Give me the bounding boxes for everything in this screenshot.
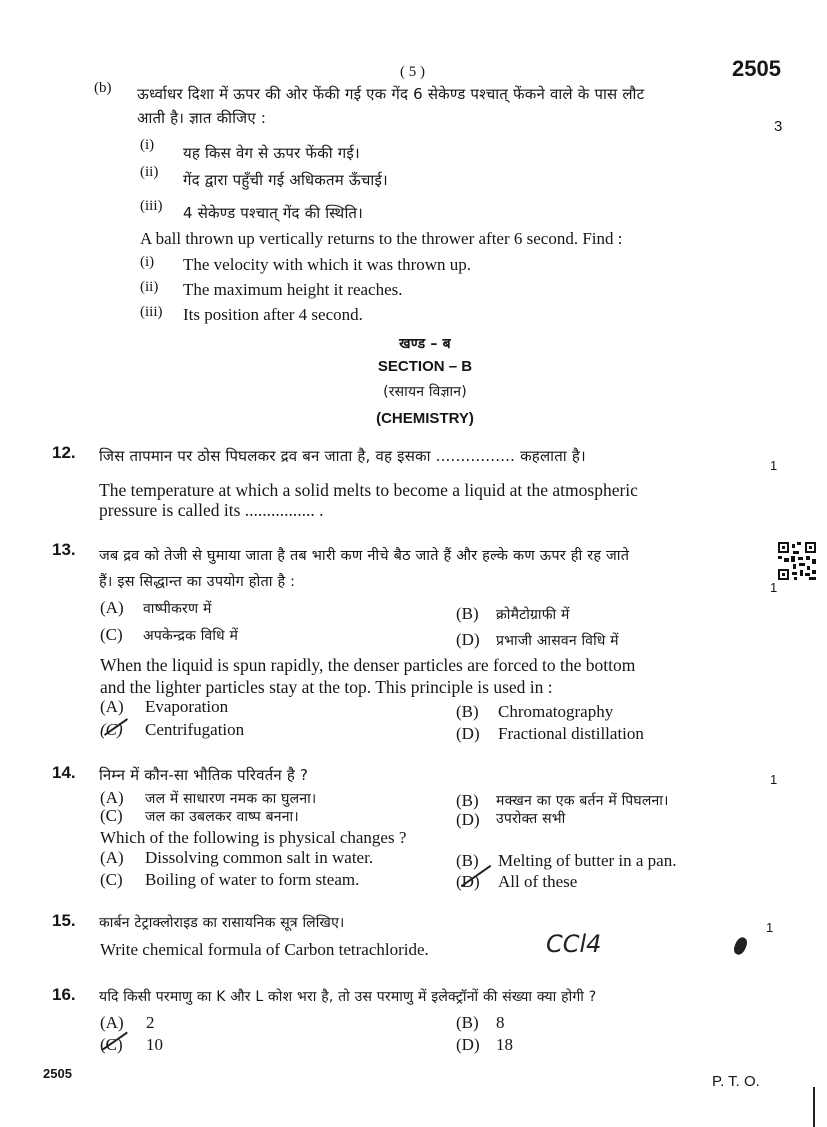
section-english-heading: SECTION – B <box>377 358 473 375</box>
paper-code-header: 2505 <box>732 56 781 81</box>
q13-en-option-text: Centrifugation <box>145 720 245 739</box>
q14-en-option-label: (A) <box>100 848 124 867</box>
q13-en-option-label: (D) <box>456 724 480 743</box>
q13-hi-option-text: क्रोमैटोग्राफी में <box>496 607 570 623</box>
section-hindi-heading: खण्ड – ब <box>399 336 451 352</box>
part-b-label: (b) <box>94 80 112 96</box>
q14-hi-option-text: मक्खन का एक बर्तन में पिघलना। <box>496 793 669 809</box>
q11b-hindi-line1: ऊर्ध्वाधर दिशा में ऊपर की ओर फेंकी गई एक गेंद 6 सेकेण्ड पश्चात् फेंकने वाले के पास लौट <box>137 85 645 103</box>
question-number: 15. <box>52 911 76 930</box>
question-number: 13. <box>52 540 76 559</box>
q11b-en-part-label: (iii) <box>140 304 163 320</box>
q12-hindi: जिस तापमान पर ठोस पिघलकर द्रव बन जाता है, वह इसका ................ कहलाता है। <box>99 447 586 465</box>
q11b-hi-part-label: (iii) <box>140 198 163 214</box>
section-english-subject: (CHEMISTRY) <box>376 410 474 427</box>
q13-hi-option-text: वाष्पीकरण में <box>143 601 212 617</box>
q11b-en-part-label: (ii) <box>140 279 159 295</box>
q12-english-line1: The temperature at which a solid melts to become a liquid at the atmospheric <box>99 480 638 500</box>
q11b-hi-part-text: 4 सेकेण्ड पश्चात् गेंद की स्थिति। <box>183 204 363 222</box>
q13-en-option-text: Evaporation <box>145 697 229 716</box>
page-number: ( 5 ) <box>400 64 425 80</box>
q16-option-text: 2 <box>146 1013 155 1032</box>
q14-en-option-label: (D) <box>456 872 480 891</box>
q14-hindi: निम्न में कौन-सा भौतिक परिवर्तन है ? <box>99 766 309 784</box>
q14-hi-option-text: जल का उबलकर वाष्प बनना। <box>145 809 299 825</box>
q16-option-label: (C) <box>100 1035 123 1054</box>
q16-option-text: 10 <box>146 1035 163 1054</box>
q16-hindi: यदि किसी परमाणु का K और L कोश भरा है, तो उस परमाणु में इलेक्ट्रॉनों की संख्या क्या होगी ? <box>99 989 597 1005</box>
q14-hi-option-label: (D) <box>456 810 480 829</box>
q13-en-option-label: (C) <box>100 720 123 739</box>
q14-en-option-label: (B) <box>456 851 479 870</box>
question-number: 16. <box>52 985 76 1004</box>
q11b-hi-part-label: (ii) <box>140 164 159 180</box>
q11b-hindi-line2: आती है। ज्ञात कीजिए : <box>137 109 267 127</box>
question-number: 14. <box>52 763 76 782</box>
q16-option-label: (B) <box>456 1013 479 1032</box>
q13-english-line1: When the liquid is spun rapidly, the denser particles are forced to the bottom <box>100 655 636 675</box>
q13-marks: 1 <box>770 580 778 595</box>
handwritten-answer: CCl4 <box>546 930 602 958</box>
q15-marks: 1 <box>766 920 774 935</box>
q11b-en-part-label: (i) <box>140 254 155 270</box>
q14-en-option-text: Boiling of water to form steam. <box>145 870 360 889</box>
page-edge-line <box>813 1087 815 1127</box>
q13-hi-option-label: (B) <box>456 604 479 623</box>
section-hindi-subject: (रसायन विज्ञान) <box>383 384 467 400</box>
q11b-english-text: A ball thrown up vertically returns to the thrower after 6 second. Find : <box>140 229 623 248</box>
q14-hi-option-label: (C) <box>100 806 123 825</box>
q16-option-text: 8 <box>496 1013 505 1032</box>
q13-en-option-label: (A) <box>100 697 124 716</box>
q15-english: Write chemical formula of Carbon tetrachloride. <box>100 940 429 959</box>
q11b-en-part-text: Its position after 4 second. <box>183 305 363 324</box>
q12-english-line2: pressure is called its ................ . <box>99 500 324 520</box>
q13-english-line2: and the lighter particles stay at the top. This principle is used in : <box>100 677 553 697</box>
q16-option-text: 18 <box>496 1035 513 1054</box>
q14-hi-option-text: जल में साधारण नमक का घुलना। <box>145 791 317 807</box>
q13-hi-option-text: प्रभाजी आसवन विधि में <box>496 633 619 649</box>
q11b-hi-part-label: (i) <box>140 137 155 153</box>
q14-hi-option-text: उपरोक्त सभी <box>496 811 566 827</box>
q12-marks: 1 <box>770 458 778 473</box>
q14-en-option-text: Dissolving common salt in water. <box>145 848 374 867</box>
q13-en-option-label: (B) <box>456 702 479 721</box>
q11b-en-part-text: The maximum height it reaches. <box>183 280 403 299</box>
q13-hi-option-label: (D) <box>456 630 480 649</box>
q14-marks: 1 <box>770 772 778 787</box>
q15-hindi: कार्बन टेट्राक्लोराइड का रासायनिक सूत्र लिखिए। <box>99 915 345 931</box>
q11b-hi-part-text: गेंद द्वारा पहुँची गई अधिकतम ऊँचाई। <box>183 171 388 189</box>
pto-label: P. T. O. <box>712 1073 760 1090</box>
q14-en-option-text: Melting of butter in a pan. <box>498 851 677 870</box>
q13-hindi-line1: जब द्रव को तेजी से घुमाया जाता है तब भारी कण नीचे बैठ जाते हैं और हल्के कण ऊपर ही रह जाते <box>99 548 630 564</box>
paper-code-footer: 2505 <box>43 1066 72 1081</box>
question-number: 12. <box>52 443 76 462</box>
q11b-marks: 3 <box>774 118 783 135</box>
q13-en-option-text: Fractional distillation <box>498 724 644 743</box>
q14-hi-option-label: (B) <box>456 791 479 810</box>
q14-en-option-label: (C) <box>100 870 123 889</box>
q13-hi-option-label: (A) <box>100 598 124 617</box>
qr-code <box>778 542 816 580</box>
q13-hi-option-text: अपकेन्द्रक विधि में <box>143 628 239 644</box>
q11b-hi-part-text: यह किस वेग से ऊपर फेंकी गई। <box>183 144 360 162</box>
q14-hi-option-label: (A) <box>100 788 124 807</box>
q16-option-label: (D) <box>456 1035 480 1054</box>
qr-code-icon <box>778 542 816 580</box>
q14-en-option-text: All of these <box>498 872 578 891</box>
q13-hindi-line2: हैं। इस सिद्धान्त का उपयोग होता है : <box>99 574 296 590</box>
q14-english: Which of the following is physical changes ? <box>100 828 407 847</box>
q16-option-label: (A) <box>100 1013 124 1032</box>
q13-en-option-text: Chromatography <box>498 702 614 721</box>
q13-hi-option-label: (C) <box>100 625 123 644</box>
q11b-en-part-text: The velocity with which it was thrown up. <box>183 255 472 274</box>
ink-blot <box>732 936 750 957</box>
